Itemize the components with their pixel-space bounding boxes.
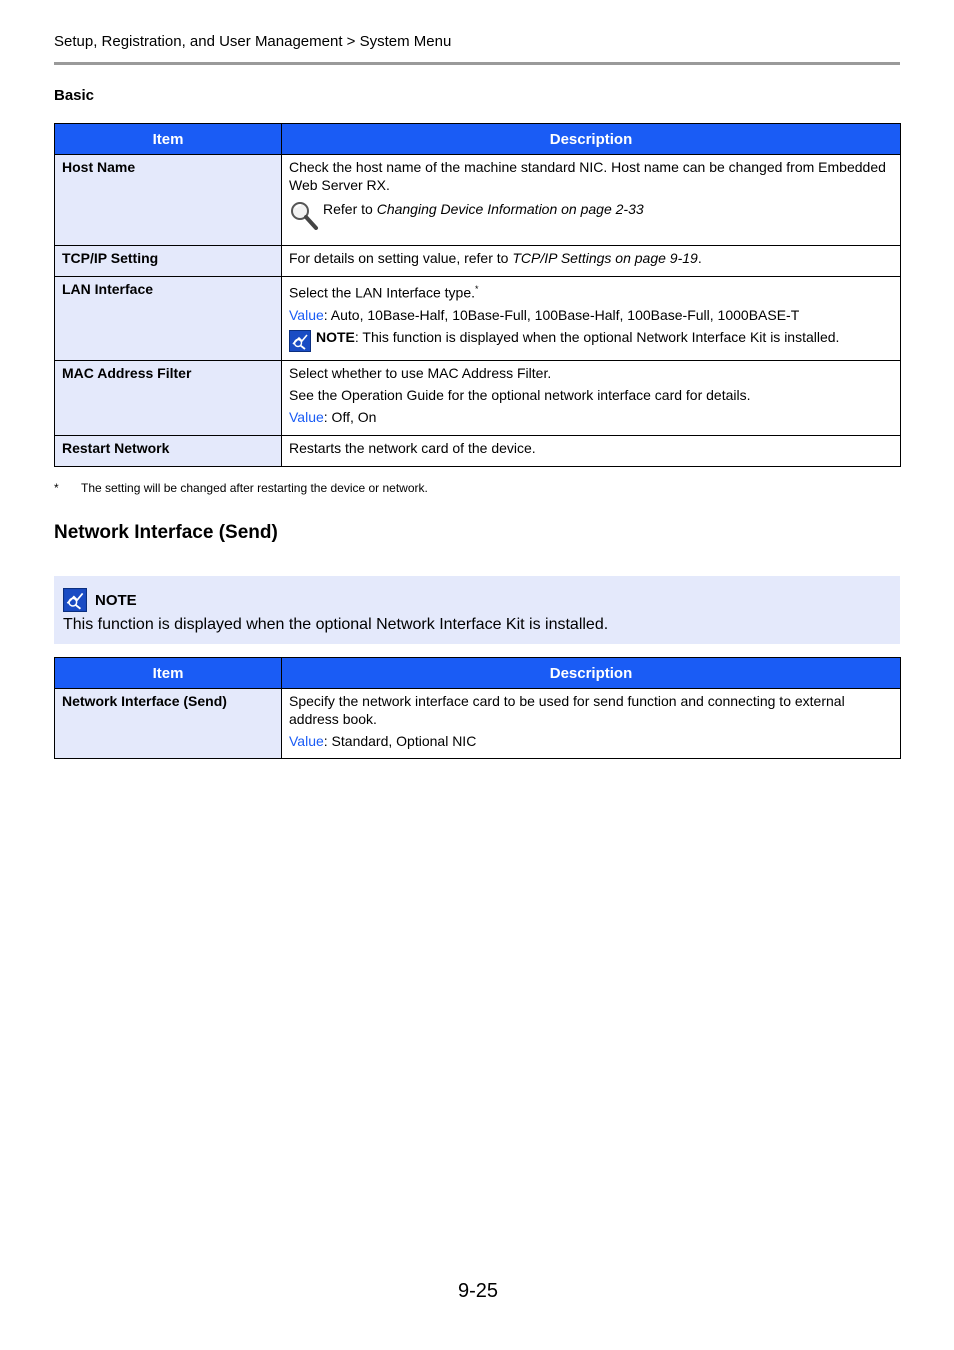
basic-settings-table: [54, 123, 901, 467]
value-label: Value: [289, 306, 324, 323]
note-label: NOTE: [316, 328, 355, 345]
table-row-restart-network: [55, 435, 901, 466]
reference-prefix: Refer to: [323, 201, 377, 217]
breadcrumb: Setup, Registration, and User Management > System Menu: [54, 33, 452, 50]
description-lan-interface: [282, 277, 901, 361]
footnote-text: The setting will be changed after restarting the device or network.: [81, 481, 428, 495]
reference-line: [289, 200, 892, 230]
footnote-mark: *: [54, 481, 59, 495]
tcpip-desc-suffix: .: [697, 250, 702, 266]
item-mac-address-filter: MAC Address Filter: [55, 360, 282, 435]
table-header-row: [55, 124, 901, 155]
note-box: [54, 576, 900, 644]
mac-value-line: [289, 408, 892, 426]
footnote-mark: *: [475, 284, 479, 294]
tcpip-desc-prefix: For details on setting value, refer to: [289, 250, 513, 266]
lan-desc-text: Select the LAN Interface type.: [289, 284, 475, 301]
table-header-row: [55, 658, 901, 689]
description-tcpip-setting: [282, 246, 901, 277]
lan-note-line: [289, 328, 892, 352]
lan-note-text: : This function is displayed when the optional Network Interface Kit is installed.: [354, 328, 840, 345]
note-icon: [63, 588, 87, 612]
header-rule: [54, 62, 900, 65]
page-number: 9-25: [458, 1280, 499, 1302]
host-name-desc: Check the host name of the machine standard NIC. Host name can be changed from Embedded Web Server RX.: [289, 159, 886, 193]
description-mac-address-filter: [282, 360, 901, 435]
column-header-item: Item: [55, 124, 282, 155]
table-row-tcpip-setting: [55, 246, 901, 277]
mac-desc-2: See the Operation Guide for the optional network interface card for details.: [289, 386, 751, 403]
footnote: [54, 481, 428, 495]
lan-desc: [289, 280, 892, 302]
description-restart-network: Restarts the network card of the device.: [282, 435, 901, 466]
table-row-mac-address-filter: [55, 360, 901, 435]
lan-value-text: : Auto, 10Base-Half, 10Base-Full, 100Base-Half, 100Base-Full, 1000BASE-T: [323, 306, 800, 323]
lan-value-line: [289, 306, 892, 324]
magnifier-icon: [289, 200, 323, 230]
description-network-interface-send: [282, 689, 901, 759]
item-lan-interface: LAN Interface: [55, 277, 282, 361]
item-tcpip-setting: TCP/IP Setting: [55, 246, 282, 277]
item-restart-network: Restart Network: [55, 435, 282, 466]
table-row-network-interface-send: [55, 689, 901, 759]
reference-text: [323, 200, 644, 218]
send-settings-table: [54, 657, 901, 759]
column-header-description: Description: [282, 124, 901, 155]
item-network-interface-send: Network Interface (Send): [55, 689, 282, 759]
description-host-name: [282, 155, 901, 246]
reference-link[interactable]: Changing Device Information on page 2-33: [376, 201, 644, 217]
send-value-line: [289, 732, 892, 750]
send-value-text: : Standard, Optional NIC: [323, 733, 477, 749]
lan-note: [316, 328, 839, 346]
column-header-item: Item: [55, 658, 282, 689]
table-row-lan-interface: [55, 277, 901, 361]
item-host-name: Host Name: [55, 155, 282, 246]
section-title-basic: Basic: [54, 87, 95, 104]
note-icon: [289, 330, 316, 352]
note-title-row: [63, 588, 137, 612]
tcpip-reference-link[interactable]: TCP/IP Settings on page 9-19: [512, 250, 698, 266]
note-title: NOTE: [95, 591, 137, 609]
column-header-description: Description: [282, 658, 901, 689]
section-title-network-interface-send: Network Interface (Send): [54, 522, 278, 543]
mac-value-text: : Off, On: [323, 408, 377, 425]
send-desc: Specify the network interface card to be used for send function and connecting to external address book.: [289, 693, 845, 727]
value-label: Value: [289, 408, 324, 425]
table-row-host-name: [55, 155, 901, 246]
note-text: This function is displayed when the optional Network Interface Kit is installed.: [63, 616, 609, 633]
mac-desc-1: Select whether to use MAC Address Filter.: [289, 364, 552, 381]
value-label: Value: [289, 733, 324, 749]
